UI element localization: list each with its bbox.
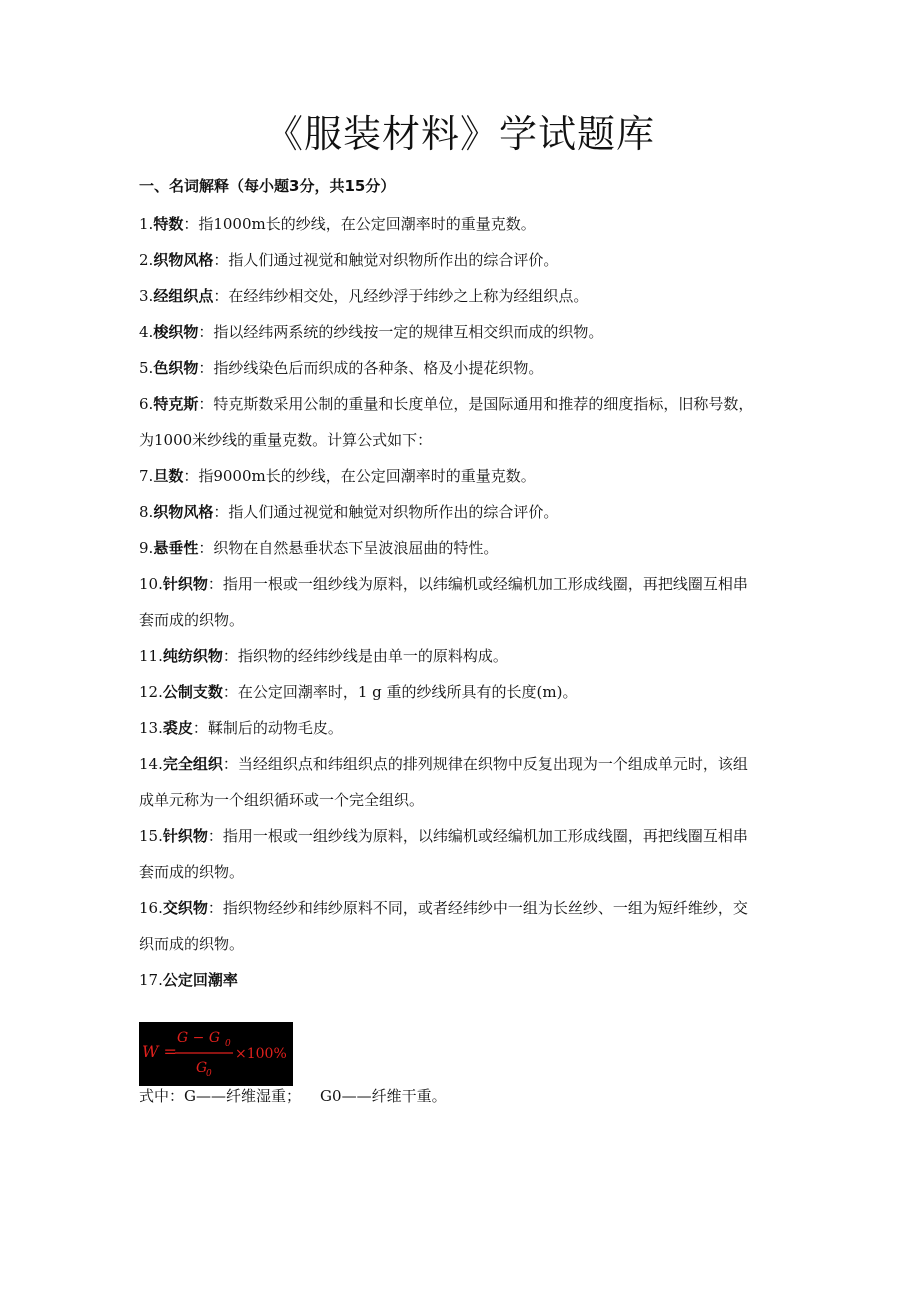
formula-denominator: G	[196, 1060, 208, 1076]
entry-definition: ：在经纬纱相交处，凡经纱浮于纬纱之上称为经组织点。	[213, 287, 589, 305]
definition-entry	[139, 386, 759, 458]
entry-number: 4.	[139, 323, 154, 341]
entry-definition: ：鞣制后的动物毛皮。	[192, 719, 343, 737]
definition-entry	[139, 890, 759, 962]
entry-number: 15.	[139, 827, 163, 845]
definition-entry	[139, 314, 759, 350]
formula-factor: ×100%	[235, 1046, 287, 1062]
entry-number: 1.	[139, 215, 154, 233]
definition-entry	[139, 494, 759, 530]
definition-entry	[139, 530, 759, 566]
entry-term: 公制支数	[162, 683, 223, 701]
definition-entry	[139, 278, 759, 314]
entry-definition: ：指织物的经纬纱线是由单一的原料构成。	[222, 647, 508, 665]
definition-entry	[139, 818, 759, 890]
definition-entry	[139, 638, 759, 674]
entry-definition: ：织物在自然悬垂状态下呈波浪屈曲的特性。	[198, 539, 499, 557]
definition-entry	[139, 710, 759, 746]
definition-entry	[139, 458, 759, 494]
definition-entry	[139, 350, 759, 386]
entry-definition: ：在公定回潮率时，1 g 重的纱线所具有的长度(m)。	[222, 683, 578, 701]
definition-entry	[139, 566, 759, 638]
entry-term: 旦数	[153, 467, 184, 485]
definition-list	[139, 206, 759, 998]
section-heading: 一、名词解释（每小题3分，共15分）	[139, 177, 396, 195]
entry-definition: ：指人们通过视觉和触觉对织物所作出的综合评价。	[213, 503, 559, 521]
entry-definition: ：特克斯数采用公制的重量和长度单位，是国际通用和推荐的细度指标，旧称号数，为1000米纱线的重量克数。计算公式如下：	[139, 395, 754, 449]
formula-numerator-subscript: 0	[225, 1039, 231, 1049]
formula-lhs: W =	[142, 1042, 177, 1061]
entry-term: 针织物	[162, 575, 208, 593]
entry-definition: ：指1000m长的纱线，在公定回潮率时的重量克数。	[183, 215, 536, 233]
entry-number: 9.	[139, 539, 154, 557]
entry-definition: ：指用一根或一组纱线为原料，以纬编机或经编机加工形成线圈，再把线圈互相串套而成的织物。	[139, 827, 748, 881]
formula-image	[139, 1022, 293, 1086]
entry-number: 12.	[139, 683, 163, 701]
entry-term: 纯纺织物	[162, 647, 223, 665]
entry-definition: ：指纱线染色后而织成的各种条、格及小提花织物。	[198, 359, 544, 377]
entry-number: 2.	[139, 251, 154, 269]
entry-definition: ：当经组织点和纬组织点的排列规律在织物中反复出现为一个组成单元时，该组成单元称为一个组织循环或一个完全组织。	[139, 755, 748, 809]
entry-number: 14.	[139, 755, 163, 773]
definition-entry	[139, 206, 759, 242]
entry-term: 织物风格	[153, 251, 214, 269]
entry-number: 11.	[139, 647, 163, 665]
entry-term: 经组织点	[153, 287, 214, 305]
entry-term: 悬垂性	[153, 539, 199, 557]
entry-definition: ：指以经纬两系统的纱线按一定的规律互相交织而成的织物。	[198, 323, 604, 341]
entry-term: 特克斯	[153, 395, 199, 413]
definition-entry	[139, 962, 759, 998]
entry-number: 16.	[139, 899, 163, 917]
entry-number: 10.	[139, 575, 163, 593]
definition-entry	[139, 746, 759, 818]
entry-definition: ：指用一根或一组纱线为原料，以纬编机或经编机加工形成线圈，再把线圈互相串套而成的织物。	[139, 575, 748, 629]
definition-entry	[139, 674, 759, 710]
entry-definition: ：指织物经纱和纬纱原料不同，或者经纬纱中一组为长丝纱、一组为短纤维纱，交织而成的织物。	[139, 899, 748, 953]
entry-number: 5.	[139, 359, 154, 377]
definition-entry	[139, 242, 759, 278]
page-title: 《服装材料》学试题库	[264, 112, 655, 156]
entry-term: 完全组织	[162, 755, 223, 773]
entry-number: 6.	[139, 395, 154, 413]
formula-denominator-subscript: 0	[206, 1069, 212, 1079]
entry-term: 裘皮	[162, 719, 193, 737]
entry-number: 8.	[139, 503, 154, 521]
entry-number: 3.	[139, 287, 154, 305]
entry-number: 7.	[139, 467, 154, 485]
entry-term: 交织物	[162, 899, 208, 917]
entry-definition: ：指9000m长的纱线，在公定回潮率时的重量克数。	[183, 467, 536, 485]
entry-term: 梭织物	[153, 323, 199, 341]
moisture-regain-formula	[139, 1022, 293, 1086]
entry-number: 13.	[139, 719, 163, 737]
entry-term: 公定回潮率	[162, 971, 238, 989]
entry-term: 针织物	[162, 827, 208, 845]
entry-term: 织物风格	[153, 503, 214, 521]
entry-definition: ：指人们通过视觉和触觉对织物所作出的综合评价。	[213, 251, 559, 269]
entry-number: 17.	[139, 971, 163, 989]
formula-note: 式中：G——纤维湿重； G0——纤维干重。	[139, 1087, 447, 1105]
formula-numerator: G − G	[177, 1030, 220, 1046]
entry-term: 特数	[153, 215, 184, 233]
entry-term: 色织物	[153, 359, 199, 377]
